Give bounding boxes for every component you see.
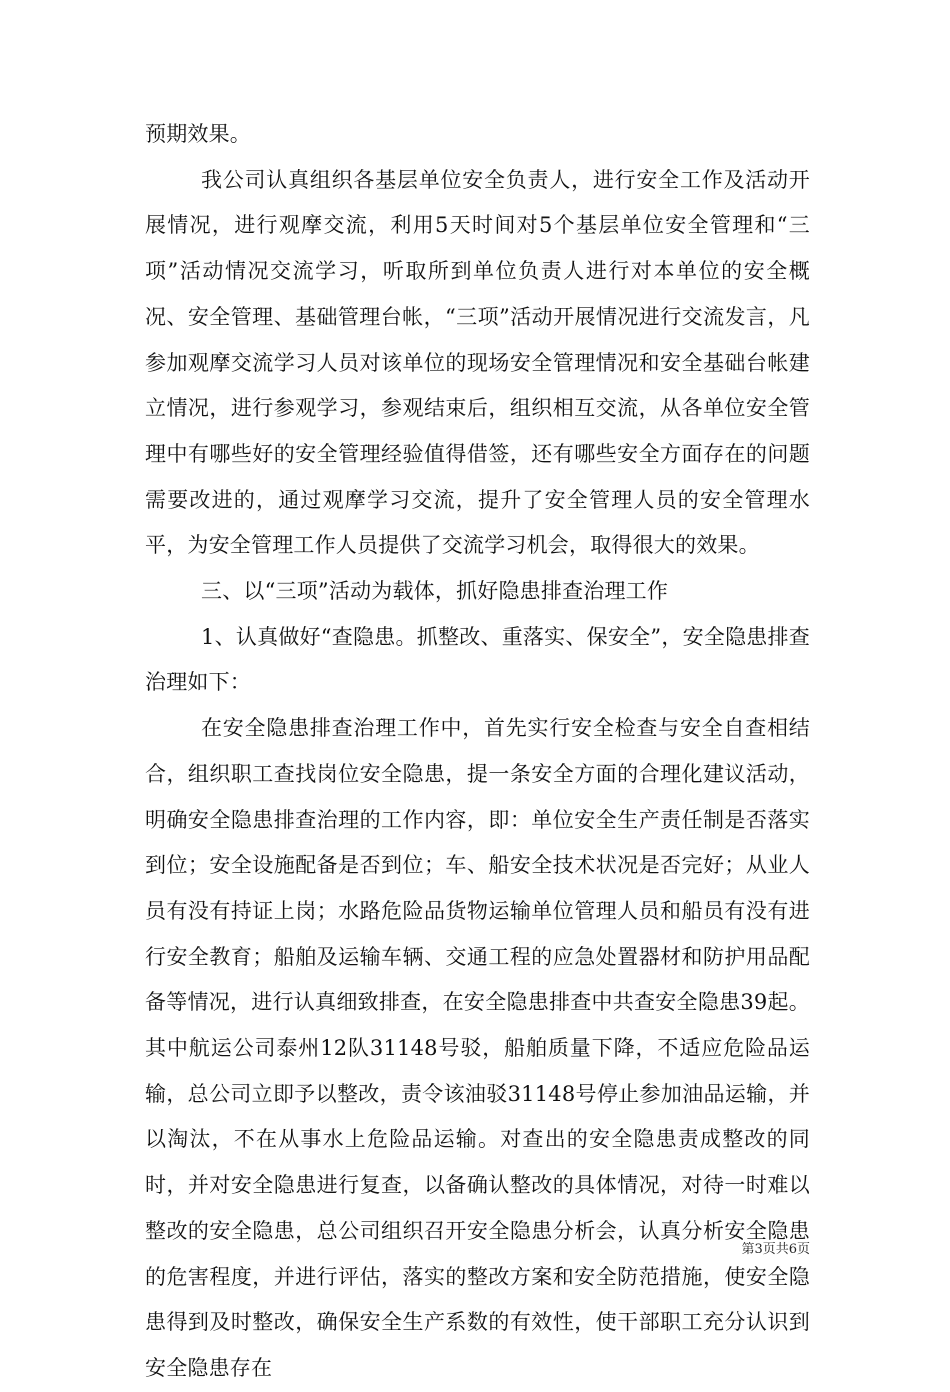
paragraph-continuation: 预期效果。 — [145, 122, 251, 146]
paragraph-observation-exchange: 我公司认真组织各基层单位安全负责人，进行安全工作及活动开展情况，进行观摩交流，利用5天时间对5个基层单位安全管理和“三项”活动情况交流学习，听取所到单位负责人进行对本单位的安全概况、安全管理、基础管理台帐，“三项”活动开展情况进行交流发言，凡参加观摩交流学习人员对该单位的现场安全管理情况和安全基础台帐建立情况，进行参观学习，参观结束后，组织相互交流，从各单位安全管理中有哪些好的安全管理经验值得借签，还有哪些安全方面存在的问题需要改进的，通过观摩学习交流，提升了安全管理人员的安全管理水平，为安全管理工作人员提供了交流学习机会，取得很大的效果。 — [145, 167, 810, 558]
paragraph-hazard-inspection: 在安全隐患排查治理工作中，首先实行安全检查与安全自查相结合，组织职工查找岗位安全隐患，提一条安全方面的合理化建议活动，明确安全隐患排查治理的工作内容，即：单位安全生产责任制是否落实到位；安全设施配备是否到位；车、船安全技术状况是否完好；从业人员有没有持证上岗；水路危险品货物运输单位管理人员和船员有没有进行安全教育；船舶及运输车辆、交通工程的应急处置器材和防护用品配备等情况，进行认真细致排查，在安全隐患排查中共查安全隐患39起。其中航运公司泰州12队31148号驳，船舶质量下降，不适应危险品运输，总公司立即予以整改，责令该油驳31148号停止参加油品运输，并以淘汰，不在从事水上危险品运输。对查出的安全隐患责成整改的同时，并对安全隐患进行复查，以备确认整改的具体情况，对待一时难以整改的安全隐患，总公司组织召开安全隐患分析会，认真分析安全隐患的危害程度，并进行评估，落实的整改方案和安全防范措施，使安全隐患得到及时整改，确保安全生产系数的有效性，使干部职工充分认识到安全隐患存在 — [145, 716, 810, 1380]
page-number: 第3页共6页 — [741, 1242, 810, 1257]
section-heading-three: 三、以“三项”活动为载体，抓好隐患排查治理工作 — [201, 579, 669, 604]
subsection-heading-one: 1、认真做好“查隐患。抓整改、重落实、保安全”，安全隐患排查治理如下： — [145, 624, 810, 695]
document-body — [145, 112, 810, 1392]
